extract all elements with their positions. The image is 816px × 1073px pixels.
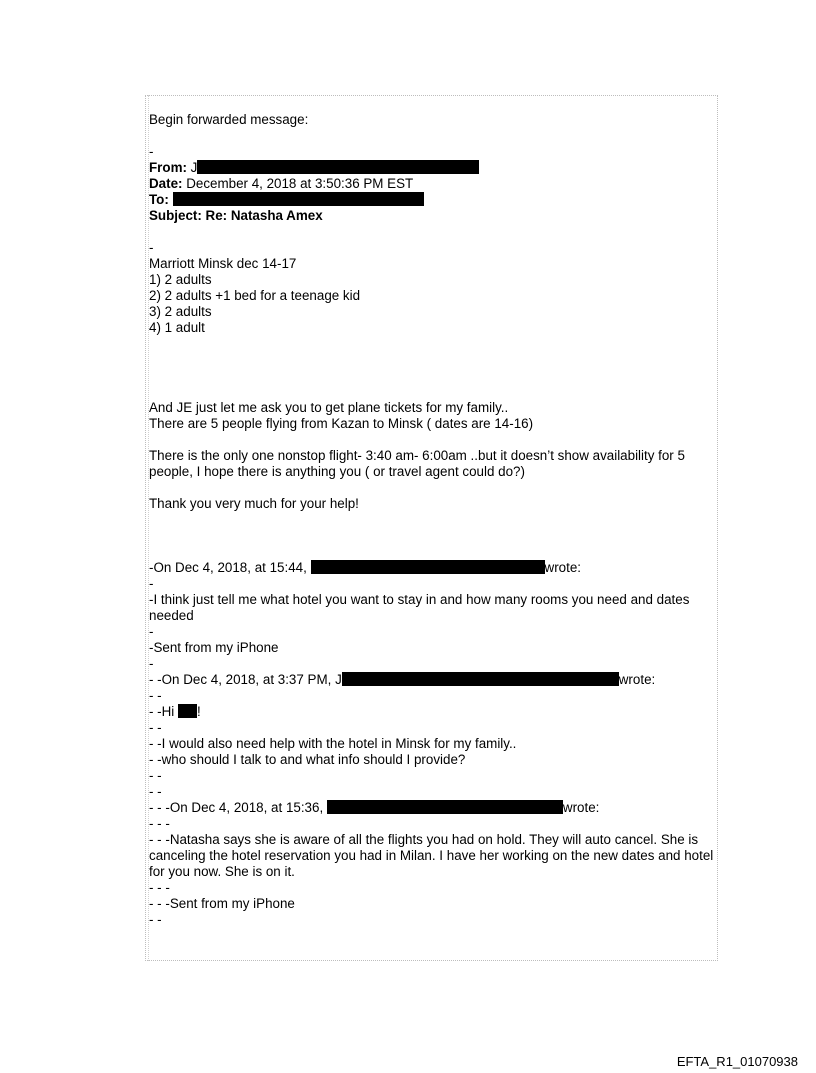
quote-header: [149, 800, 715, 816]
greeting-text: - -Hi: [149, 704, 175, 719]
from-line: [149, 160, 715, 176]
subject-line: [149, 208, 715, 224]
redaction-box: [327, 800, 563, 814]
quote-line: - -who should I talk to and what info should I provide?: [149, 752, 466, 767]
flight-note: There is the only one nonstop flight- 3:40 am- 6:00am ..but it doesn’t show availability for 5 people, I hope there is anything you ( or travel agent could do?): [149, 448, 685, 479]
quote-dash: - - -: [149, 816, 170, 831]
sent-from-line: - - -Sent from my iPhone: [149, 896, 295, 911]
subject-label: Subject:: [149, 208, 202, 223]
date-value: December 4, 2018 at 3:50:36 PM EST: [182, 176, 414, 191]
body-line: 4) 1 adult: [149, 320, 205, 335]
greeting-suffix: !: [197, 704, 201, 719]
quote-dash: - -: [149, 720, 162, 735]
wrote-label: wrote:: [618, 672, 656, 687]
quote-header-text: - -On Dec 4, 2018, at 3:37 PM, J: [149, 672, 342, 687]
quote-dash: - -: [149, 784, 162, 799]
quote-header: [149, 560, 715, 576]
quote-line: - -I would also need help with the hotel in Minsk for my family..: [149, 736, 517, 751]
subject-value: Re: Natasha Amex: [201, 208, 323, 223]
redaction-box: [197, 160, 479, 174]
quote-dash: - -: [149, 688, 162, 703]
from-label: From:: [149, 160, 187, 175]
date-label: Date:: [149, 176, 183, 191]
separator-dash: -: [149, 240, 154, 255]
body-line: Marriott Minsk dec 14-17: [149, 256, 297, 271]
sent-from-line: -Sent from my iPhone: [149, 640, 279, 655]
redaction-box: [342, 672, 619, 686]
body-line: 3) 2 adults: [149, 304, 212, 319]
date-line: [149, 176, 715, 192]
body-line: 1) 2 adults: [149, 272, 212, 287]
redaction-box: [178, 704, 197, 718]
separator-dash: -: [149, 144, 154, 159]
quote-header: [149, 672, 715, 688]
from-partial: J: [186, 160, 198, 175]
tickets-line: And JE just let me ask you to get plane tickets for my family..: [149, 400, 509, 415]
redaction-box: [173, 192, 424, 206]
wrote-label: wrote:: [562, 800, 600, 815]
quote-message: - - -Natasha says she is aware of all the flights you had on hold. They will auto cancel. She is canceling the hotel reservation you had in Milan. I have her working on the new dates and hotel for you now. She is on it.: [149, 832, 714, 879]
redaction-box: [311, 560, 545, 574]
quote-dash: -: [149, 656, 154, 671]
quote-dash: - - -: [149, 880, 170, 895]
to-label: To:: [149, 192, 169, 207]
forward-intro: Begin forwarded message:: [149, 112, 309, 127]
greeting-line: [149, 704, 715, 720]
quote-header-text: - - -On Dec 4, 2018, at 15:36,: [149, 800, 324, 815]
quote-dash: -: [149, 576, 154, 591]
quote-header-text: -On Dec 4, 2018, at 15:44,: [149, 560, 307, 575]
quote-message: -I think just tell me what hotel you want to stay in and how many rooms you need and dates needed: [149, 592, 690, 623]
body-line: 2) 2 adults +1 bed for a teenage kid: [149, 288, 361, 303]
wrote-label: wrote:: [544, 560, 582, 575]
quote-dash: - -: [149, 912, 162, 927]
tickets-line: There are 5 people flying from Kazan to Minsk ( dates are 14-16): [149, 416, 534, 431]
email-content: [149, 112, 715, 928]
to-line: [149, 192, 715, 208]
quote-dash: -: [149, 624, 154, 639]
document-id: EFTA_R1_01070938: [676, 1054, 798, 1069]
quote-dash: - -: [149, 768, 162, 783]
thanks-line: Thank you very much for your help!: [149, 496, 359, 511]
